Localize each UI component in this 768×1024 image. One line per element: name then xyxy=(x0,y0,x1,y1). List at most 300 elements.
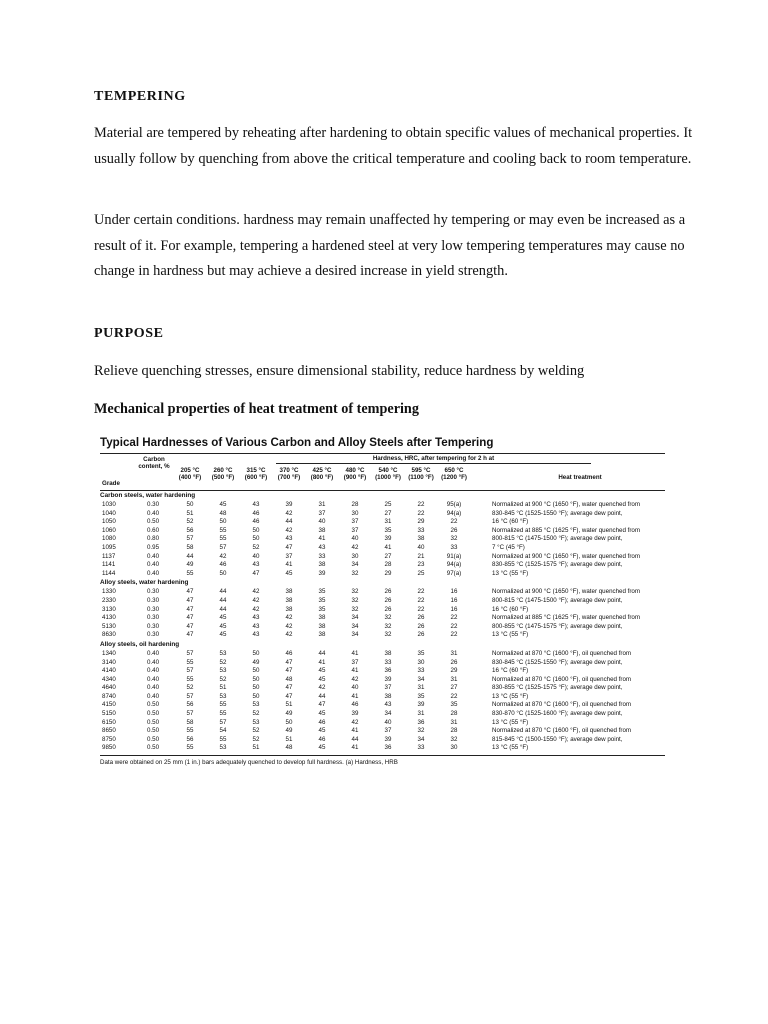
temp-header xyxy=(372,467,404,482)
hardness-cell: 38 xyxy=(318,614,326,622)
hardness-cell: 22 xyxy=(450,622,458,630)
section-title: Alloy steels, water hardening xyxy=(100,579,189,587)
hardness-header: Hardness, HRC, after tempering for 2 h at xyxy=(276,455,591,464)
paragraph-tempering-intro: Material are tempered by reheating after hardening to obtain specific values of mechanical properties. It usually follow by quenching from above the critical temperature and cooling back to room temperature. xyxy=(94,125,693,167)
table-row xyxy=(100,535,665,544)
carbon-cell: 0.40 xyxy=(146,684,160,692)
grade-cell: 5150 xyxy=(102,710,116,718)
table-row xyxy=(100,570,665,579)
hardness-cell: 55 xyxy=(219,701,227,709)
hardness-cell: 46 xyxy=(351,701,359,709)
hardness-cell: 41 xyxy=(285,561,293,569)
table-row xyxy=(100,667,665,676)
hardness-cell: 32 xyxy=(351,569,359,577)
hardness-cell: 38 xyxy=(417,535,425,543)
hardness-cell: 53 xyxy=(219,667,227,675)
grade-cell: 1137 xyxy=(102,552,116,560)
hardness-cell: 33 xyxy=(318,552,326,560)
temp-header-celsius: 205 °C xyxy=(180,467,200,474)
hardness-cell: 43 xyxy=(285,535,293,543)
hardness-cell: 39 xyxy=(318,569,326,577)
carbon-cell: 0.50 xyxy=(146,727,160,735)
hardness-cell: 52 xyxy=(252,727,260,735)
table-row xyxy=(100,606,665,615)
hardness-cell: 50 xyxy=(252,535,260,543)
hardness-cell: 33 xyxy=(450,543,458,551)
table-row xyxy=(100,719,665,728)
heat-treatment-cell: 830-855 °C (1525-1575 °F); average dew point, xyxy=(492,561,623,569)
hardness-cell: 50 xyxy=(252,667,260,675)
hardness-cell: 47 xyxy=(285,658,293,666)
hardness-cell: 43 xyxy=(252,622,260,630)
hardness-cell: 49 xyxy=(285,727,293,735)
temp-header-celsius: 260 °C xyxy=(213,467,233,474)
hardness-cell: 44 xyxy=(318,692,326,700)
grade-cell: 8740 xyxy=(102,692,116,700)
hardness-cell: 41 xyxy=(351,667,359,675)
section-title: Carbon steels, water hardening xyxy=(100,492,196,499)
grade-cell: 3140 xyxy=(102,658,116,666)
hardness-cell: 31 xyxy=(417,710,425,718)
hardness-cell: 28 xyxy=(450,727,458,735)
heading-mechanical-properties: Mechanical properties of heat treatment of tempering xyxy=(94,401,419,417)
hardness-cell: 26 xyxy=(417,622,425,630)
grade-cell: 6150 xyxy=(102,718,116,726)
hardness-cell: 37 xyxy=(384,684,392,692)
heat-treatment-header: Heat treatment xyxy=(558,474,602,481)
hardness-cell: 16 xyxy=(450,605,458,613)
grade-cell: 4150 xyxy=(102,701,116,709)
hardness-cell: 31 xyxy=(318,501,326,508)
hardness-cell: 38 xyxy=(285,596,293,604)
heat-treatment-cell: Normalized at 900 °C (1650 °F), water quenched from xyxy=(492,588,641,596)
table-row xyxy=(100,631,665,640)
hardness-cell: 50 xyxy=(285,718,293,726)
hardness-cell: 36 xyxy=(384,667,392,675)
hardness-cell: 91(a) xyxy=(446,552,462,560)
hardness-cell: 45 xyxy=(318,675,326,683)
temp-header xyxy=(438,467,470,482)
hardness-cell: 39 xyxy=(285,501,293,508)
table-row xyxy=(100,501,665,510)
hardness-cell: 57 xyxy=(219,718,227,726)
hardness-cell: 34 xyxy=(351,622,359,630)
hardness-cell: 42 xyxy=(252,588,260,596)
table-row xyxy=(100,510,665,519)
table-row xyxy=(100,727,665,736)
paragraph-purpose: Relieve quenching stresses, ensure dimensional stability, reduce hardness by welding xyxy=(94,363,585,379)
heat-treatment-cell: Normalized at 885 °C (1625 °F), water quenched from xyxy=(492,614,641,622)
temp-header-fahrenheit: (700 °F) xyxy=(277,474,301,482)
temp-header xyxy=(339,467,371,482)
hardness-cell: 47 xyxy=(186,588,194,596)
carbon-cell: 0.95 xyxy=(146,543,160,551)
hardness-cell: 57 xyxy=(186,649,194,657)
hardness-cell: 52 xyxy=(252,735,260,743)
hardness-cell: 45 xyxy=(318,744,326,752)
grade-cell: 8630 xyxy=(102,631,116,639)
hardness-cell: 30 xyxy=(417,658,425,666)
hardness-cell: 95(a) xyxy=(446,501,462,508)
hardness-cell: 46 xyxy=(318,718,326,726)
heat-treatment-cell: Normalized at 900 °C (1650 °F), water quenched from xyxy=(492,552,641,560)
hardness-cell: 33 xyxy=(417,667,425,675)
hardness-cell: 44 xyxy=(219,605,227,613)
hardness-cell: 26 xyxy=(417,631,425,639)
table-row xyxy=(100,693,665,702)
hardness-cell: 56 xyxy=(186,701,194,709)
table-row xyxy=(100,623,665,632)
hardness-cell: 43 xyxy=(384,701,392,709)
hardness-cell: 22 xyxy=(417,596,425,604)
hardness-cell: 58 xyxy=(186,718,194,726)
hardness-cell: 49 xyxy=(285,710,293,718)
hardness-cell: 38 xyxy=(318,622,326,630)
hardness-cell: 29 xyxy=(450,667,458,675)
hardness-cell: 55 xyxy=(186,658,194,666)
hardness-cell: 32 xyxy=(351,596,359,604)
hardness-cell: 44 xyxy=(186,552,194,560)
heat-treatment-cell: 800-855 °C (1475-1575 °F); average dew point, xyxy=(492,622,623,630)
hardness-cell: 43 xyxy=(252,561,260,569)
temp-header-celsius: 540 °C xyxy=(378,467,398,474)
hardness-cell: 25 xyxy=(417,569,425,577)
hardness-cell: 53 xyxy=(219,649,227,657)
hardness-cell: 47 xyxy=(186,622,194,630)
hardness-cell: 30 xyxy=(450,744,458,752)
temp-header xyxy=(174,467,206,482)
hardness-cell: 46 xyxy=(318,735,326,743)
hardness-cell: 16 xyxy=(450,596,458,604)
grade-cell: 9850 xyxy=(102,744,116,752)
carbon-cell: 0.40 xyxy=(146,658,160,666)
hardness-cell: 22 xyxy=(417,501,425,508)
carbon-cell: 0.30 xyxy=(146,622,160,630)
heat-treatment-cell: Normalized at 900 °C (1650 °F), water quenched from xyxy=(492,501,641,508)
temp-header xyxy=(405,467,437,482)
hardness-cell: 47 xyxy=(285,667,293,675)
carbon-cell: 0.50 xyxy=(146,518,160,526)
hardness-cell: 41 xyxy=(351,744,359,752)
heading-purpose: PURPOSE xyxy=(94,326,164,341)
carbon-cell: 0.50 xyxy=(146,735,160,743)
temp-header-fahrenheit: (900 °F) xyxy=(343,474,367,482)
carbon-cell: 0.40 xyxy=(146,569,160,577)
carbon-cell: 0.30 xyxy=(146,588,160,596)
table-title: Typical Hardnesses of Various Carbon and Alloy Steels after Tempering xyxy=(100,436,494,449)
hardness-cell: 53 xyxy=(252,701,260,709)
hardness-cell: 22 xyxy=(450,518,458,526)
hardness-cell: 37 xyxy=(351,658,359,666)
hardness-cell: 31 xyxy=(417,684,425,692)
section-title: Alloy steels, oil hardening xyxy=(100,640,180,648)
hardness-cell: 57 xyxy=(186,535,194,543)
table-row xyxy=(100,527,665,536)
hardness-cell: 38 xyxy=(285,605,293,613)
heat-treatment-cell: 13 °C (55 °F) xyxy=(492,631,529,639)
hardness-cell: 41 xyxy=(351,727,359,735)
table-row xyxy=(100,659,665,668)
hardness-cell: 42 xyxy=(252,596,260,604)
temp-header-fahrenheit: (500 °F) xyxy=(211,474,235,482)
hardness-cell: 55 xyxy=(186,675,194,683)
hardness-cell: 22 xyxy=(417,588,425,596)
hardness-cell: 51 xyxy=(285,735,293,743)
hardness-cell: 40 xyxy=(351,684,359,692)
hardness-cell: 35 xyxy=(417,649,425,657)
heat-treatment-cell: 830-845 °C (1525-1550 °F); average dew point, xyxy=(492,509,623,517)
temp-header xyxy=(273,467,305,482)
hardness-cell: 33 xyxy=(384,658,392,666)
hardness-cell: 45 xyxy=(318,710,326,718)
hardness-cell: 44 xyxy=(219,588,227,596)
hardness-cell: 36 xyxy=(384,744,392,752)
heat-treatment-cell: Normalized at 885 °C (1625 °F), water quenched from xyxy=(492,526,641,534)
hardness-cell: 52 xyxy=(219,675,227,683)
hardness-cell: 37 xyxy=(351,518,359,526)
hardness-table xyxy=(100,436,665,766)
hardness-cell: 42 xyxy=(318,684,326,692)
table-header xyxy=(100,453,665,491)
hardness-cell: 33 xyxy=(417,526,425,534)
hardness-cell: 31 xyxy=(450,675,458,683)
heat-treatment-cell: Normalized at 870 °C (1600 °F), oil quenched from xyxy=(492,649,632,657)
hardness-cell: 44 xyxy=(285,518,293,526)
grade-cell: 4340 xyxy=(102,675,116,683)
hardness-cell: 35 xyxy=(417,692,425,700)
hardness-cell: 37 xyxy=(384,727,392,735)
grade-cell: 1095 xyxy=(102,543,116,551)
hardness-cell: 37 xyxy=(351,526,359,534)
temp-header xyxy=(306,467,338,482)
hardness-cell: 29 xyxy=(384,569,392,577)
hardness-cell: 50 xyxy=(219,569,227,577)
hardness-cell: 94(a) xyxy=(446,509,462,517)
hardness-cell: 46 xyxy=(219,561,227,569)
hardness-cell: 45 xyxy=(219,622,227,630)
hardness-cell: 35 xyxy=(318,596,326,604)
hardness-cell: 26 xyxy=(417,614,425,622)
hardness-cell: 51 xyxy=(285,701,293,709)
hardness-cell: 43 xyxy=(318,543,326,551)
table-row xyxy=(100,684,665,693)
hardness-cell: 32 xyxy=(351,605,359,613)
table-body xyxy=(100,491,665,753)
hardness-cell: 44 xyxy=(219,596,227,604)
hardness-cell: 26 xyxy=(450,526,458,534)
carbon-cell: 0.40 xyxy=(146,649,160,657)
grade-header: Grade xyxy=(102,480,120,487)
hardness-cell: 34 xyxy=(417,675,425,683)
temp-header-celsius: 595 °C xyxy=(411,467,431,474)
carbon-cell: 0.80 xyxy=(146,535,160,543)
hardness-cell: 34 xyxy=(351,614,359,622)
hardness-cell: 49 xyxy=(186,561,194,569)
grade-cell: 1030 xyxy=(102,501,116,508)
temp-header-fahrenheit: (400 °F) xyxy=(178,474,202,482)
hardness-cell: 45 xyxy=(219,614,227,622)
hardness-cell: 48 xyxy=(219,509,227,517)
table-row xyxy=(100,597,665,606)
grade-cell: 4140 xyxy=(102,667,116,675)
hardness-cell: 52 xyxy=(219,658,227,666)
hardness-cell: 47 xyxy=(186,631,194,639)
hardness-cell: 56 xyxy=(186,735,194,743)
temp-header xyxy=(240,467,272,482)
carbon-cell: 0.50 xyxy=(146,718,160,726)
hardness-cell: 51 xyxy=(252,744,260,752)
hardness-cell: 44 xyxy=(318,649,326,657)
temp-header-celsius: 480 °C xyxy=(345,467,365,474)
hardness-cell: 50 xyxy=(252,649,260,657)
grade-cell: 1340 xyxy=(102,649,116,657)
carbon-cell: 0.40 xyxy=(146,552,160,560)
hardness-cell: 39 xyxy=(384,675,392,683)
hardness-cell: 40 xyxy=(384,718,392,726)
hardness-cell: 47 xyxy=(285,692,293,700)
hardness-cell: 57 xyxy=(186,667,194,675)
hardness-cell: 38 xyxy=(384,692,392,700)
hardness-cell: 58 xyxy=(186,543,194,551)
heat-treatment-cell: 830-845 °C (1525-1550 °F); average dew point, xyxy=(492,658,623,666)
carbon-cell: 0.30 xyxy=(146,501,160,508)
hardness-cell: 53 xyxy=(219,744,227,752)
hardness-cell: 39 xyxy=(384,535,392,543)
hardness-cell: 22 xyxy=(450,614,458,622)
hardness-cell: 42 xyxy=(285,526,293,534)
hardness-cell: 23 xyxy=(417,561,425,569)
hardness-cell: 43 xyxy=(252,614,260,622)
hardness-cell: 97(a) xyxy=(446,569,462,577)
hardness-cell: 46 xyxy=(285,649,293,657)
hardness-cell: 28 xyxy=(450,710,458,718)
hardness-cell: 16 xyxy=(450,588,458,596)
hardness-cell: 33 xyxy=(417,744,425,752)
hardness-cell: 22 xyxy=(417,605,425,613)
hardness-cell: 52 xyxy=(252,710,260,718)
carbon-cell: 0.40 xyxy=(146,675,160,683)
carbon-cell: 0.50 xyxy=(146,710,160,718)
hardness-cell: 35 xyxy=(318,588,326,596)
hardness-cell: 57 xyxy=(186,710,194,718)
grade-cell: 8750 xyxy=(102,735,116,743)
heat-treatment-cell: 13 °C (55 °F) xyxy=(492,692,529,700)
hardness-cell: 32 xyxy=(351,588,359,596)
temp-header-fahrenheit: (800 °F) xyxy=(310,474,334,482)
hardness-cell: 34 xyxy=(351,631,359,639)
hardness-cell: 25 xyxy=(384,501,392,508)
table-row xyxy=(100,553,665,562)
heat-treatment-cell: 16 °C (60 °F) xyxy=(492,605,529,613)
carbon-cell: 0.50 xyxy=(146,744,160,752)
temp-header-fahrenheit: (600 °F) xyxy=(244,474,268,482)
hardness-cell: 39 xyxy=(351,710,359,718)
hardness-cell: 52 xyxy=(186,684,194,692)
hardness-cell: 56 xyxy=(186,526,194,534)
hardness-cell: 32 xyxy=(417,727,425,735)
hardness-cell: 45 xyxy=(318,727,326,735)
hardness-cell: 45 xyxy=(318,667,326,675)
table-row xyxy=(100,588,665,597)
heat-treatment-cell: Normalized at 870 °C (1600 °F), oil quenched from xyxy=(492,675,632,683)
hardness-cell: 50 xyxy=(252,526,260,534)
carbon-cell: 0.40 xyxy=(146,509,160,517)
hardness-cell: 50 xyxy=(186,501,194,508)
hardness-cell: 22 xyxy=(450,692,458,700)
table-row xyxy=(100,676,665,685)
table-row xyxy=(100,701,665,710)
hardness-cell: 35 xyxy=(384,526,392,534)
hardness-cell: 53 xyxy=(219,692,227,700)
temp-header xyxy=(207,467,239,482)
hardness-cell: 28 xyxy=(351,501,359,508)
carbon-cell: 0.30 xyxy=(146,614,160,622)
carbon-cell: 0.40 xyxy=(146,561,160,569)
hardness-cell: 34 xyxy=(417,735,425,743)
hardness-cell: 42 xyxy=(351,543,359,551)
hardness-cell: 45 xyxy=(219,631,227,639)
grade-cell: 1141 xyxy=(102,561,116,569)
hardness-cell: 50 xyxy=(252,692,260,700)
hardness-cell: 39 xyxy=(417,701,425,709)
hardness-cell: 40 xyxy=(252,552,260,560)
carbon-cell: 0.50 xyxy=(146,701,160,709)
grade-cell: 4130 xyxy=(102,614,116,622)
heat-treatment-cell: 800-815 °C (1475-1500 °F); average dew point, xyxy=(492,535,623,543)
temp-header-celsius: 370 °C xyxy=(279,467,299,474)
hardness-cell: 42 xyxy=(285,622,293,630)
hardness-cell: 55 xyxy=(186,727,194,735)
carbon-cell: 0.30 xyxy=(146,631,160,639)
hardness-cell: 47 xyxy=(186,596,194,604)
hardness-cell: 46 xyxy=(252,518,260,526)
hardness-cell: 26 xyxy=(450,658,458,666)
hardness-cell: 47 xyxy=(285,543,293,551)
hardness-cell: 50 xyxy=(252,684,260,692)
hardness-cell: 26 xyxy=(384,605,392,613)
hardness-cell: 48 xyxy=(285,744,293,752)
hardness-cell: 32 xyxy=(384,614,392,622)
hardness-cell: 38 xyxy=(384,649,392,657)
grade-cell: 1080 xyxy=(102,535,116,543)
hardness-cell: 42 xyxy=(285,614,293,622)
hardness-cell: 49 xyxy=(252,658,260,666)
hardness-cell: 41 xyxy=(351,692,359,700)
hardness-cell: 55 xyxy=(186,744,194,752)
hardness-cell: 28 xyxy=(384,561,392,569)
hardness-cell: 31 xyxy=(450,718,458,726)
hardness-cell: 52 xyxy=(252,543,260,551)
hardness-cell: 38 xyxy=(318,631,326,639)
hardness-cell: 42 xyxy=(351,675,359,683)
hardness-cell: 50 xyxy=(219,518,227,526)
hardness-cell: 47 xyxy=(252,569,260,577)
hardness-cell: 27 xyxy=(450,684,458,692)
carbon-cell: 0.30 xyxy=(146,605,160,613)
hardness-cell: 38 xyxy=(318,526,326,534)
hardness-cell: 57 xyxy=(186,692,194,700)
hardness-cell: 30 xyxy=(351,509,359,517)
table-footnote: Data were obtained on 25 mm (1 in.) bars adequately quenched to develop full hardness. (a) Hardness, HRB xyxy=(100,755,665,766)
table-row xyxy=(100,736,665,745)
hardness-cell: 26 xyxy=(384,588,392,596)
table-row xyxy=(100,710,665,719)
carbon-cell: 0.60 xyxy=(146,526,160,534)
table-row xyxy=(100,650,665,659)
hardness-cell: 38 xyxy=(318,561,326,569)
hardness-cell: 26 xyxy=(384,596,392,604)
heat-treatment-cell: 830-855 °C (1525-1575 °F); average dew point, xyxy=(492,684,623,692)
